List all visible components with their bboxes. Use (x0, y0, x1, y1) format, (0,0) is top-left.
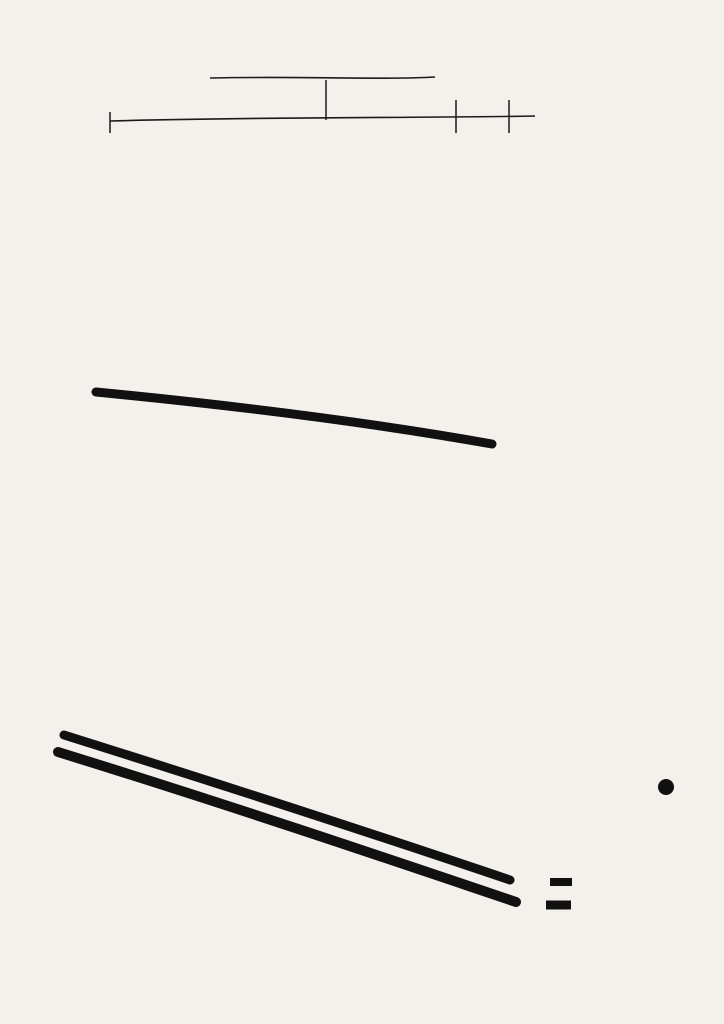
heavy-bar-3 (58, 752, 516, 902)
header-rule (210, 77, 435, 78)
ink-dot (658, 779, 674, 795)
bracket-line (110, 116, 535, 121)
heavy-bar-1 (96, 392, 492, 444)
heavy-bar-2 (64, 735, 510, 880)
